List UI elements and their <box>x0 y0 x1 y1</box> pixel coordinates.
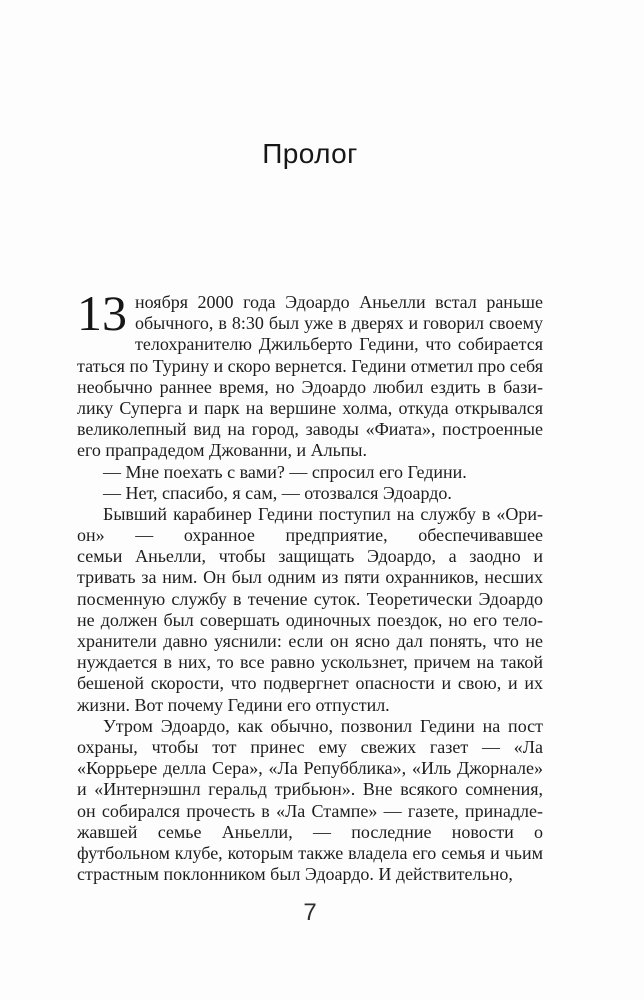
paragraph <box>77 504 543 716</box>
text-line: нуждается в них, то все равно ускользнет, причем на такой <box>77 652 543 673</box>
text-line: бешеной скорости, что подвергнет опасности и свою, и их <box>77 673 543 694</box>
paragraph <box>77 285 543 462</box>
page-number: 7 <box>303 899 317 926</box>
paragraph <box>77 716 543 886</box>
text-line: и «Интернэшнл геральд трибьюн». Вне всякого сомнения, <box>77 779 543 800</box>
text-line: Утром Эдоардо, как обычно, позвонил Гедини на пост <box>103 715 543 736</box>
text-line: семьи Аньелли, чтобы защищать Эдоардо, а заодно и <box>77 546 543 567</box>
text-line: хранители давно уяснили: если он ясно дал понять, что не <box>77 631 543 651</box>
text-line: ноября 2000 года Эдоардо Аньелли встал раньше <box>135 292 543 312</box>
text-line: жавшей семье Аньелли, — последние новости о <box>77 821 543 842</box>
text-line: необычно раннее время, но Эдоардо любил ездить в бази- <box>77 376 543 397</box>
text-line: охраны, чтобы тот принес ему свежих газет — «Ла <box>77 736 543 757</box>
body-text <box>77 285 543 885</box>
text-line: страстным поклонником был Эдоардо. И действительно, <box>77 864 513 885</box>
text-line: — Мне поехать с вами? — спросил его Гедини. <box>103 461 467 482</box>
text-line: он» — охранное предприятие, обеспечивавшее <box>77 525 543 546</box>
text-line: жизни. Вот почему Гедини его отпустил. <box>77 694 390 715</box>
chapter-heading: Пролог <box>262 138 358 169</box>
paragraph <box>77 462 543 483</box>
paragraph <box>77 483 543 504</box>
text-line: — Нет, спасибо, я сам, — отозвался Эдоардо. <box>103 482 452 503</box>
text-line: посменную службу в течение суток. Теоретически Эдоардо <box>77 588 543 609</box>
text-line: Бывший карабинер Гедини поступил на службу в «Ори- <box>103 503 543 524</box>
text-line: лику Суперга и парк на вершине холма, откуда открывался <box>77 397 543 418</box>
text-line: «Коррьере делла Сера», «Ла Репубблика», «Иль Джорнале» <box>77 758 543 779</box>
text-line: не должен был совершать одиночных поездок, но его тело- <box>77 609 543 630</box>
text-line: тривать за ним. Он был одним из пяти охранников, несших <box>77 567 543 588</box>
drop-cap: 13 <box>77 285 127 341</box>
text-line: таться по Турину и скоро вернется. Гедини отметил про себя <box>77 355 543 376</box>
text-line: его прапрадедом Джованни, и Альпы. <box>77 440 368 461</box>
text-line: обычного, в 8:30 был уже в дверях и говорил своему <box>135 313 543 334</box>
text-line: телохранителю Джильберто Гедини, что собирается <box>135 334 543 355</box>
text-line: великолепный вид на город, заводы «Фиата», построенные <box>77 419 543 440</box>
text-line: он собирался прочесть в «Ла Стампе» — газете, принадле- <box>77 800 543 821</box>
text-line: футбольном клубе, которым также владела его семья и чьим <box>77 842 543 863</box>
